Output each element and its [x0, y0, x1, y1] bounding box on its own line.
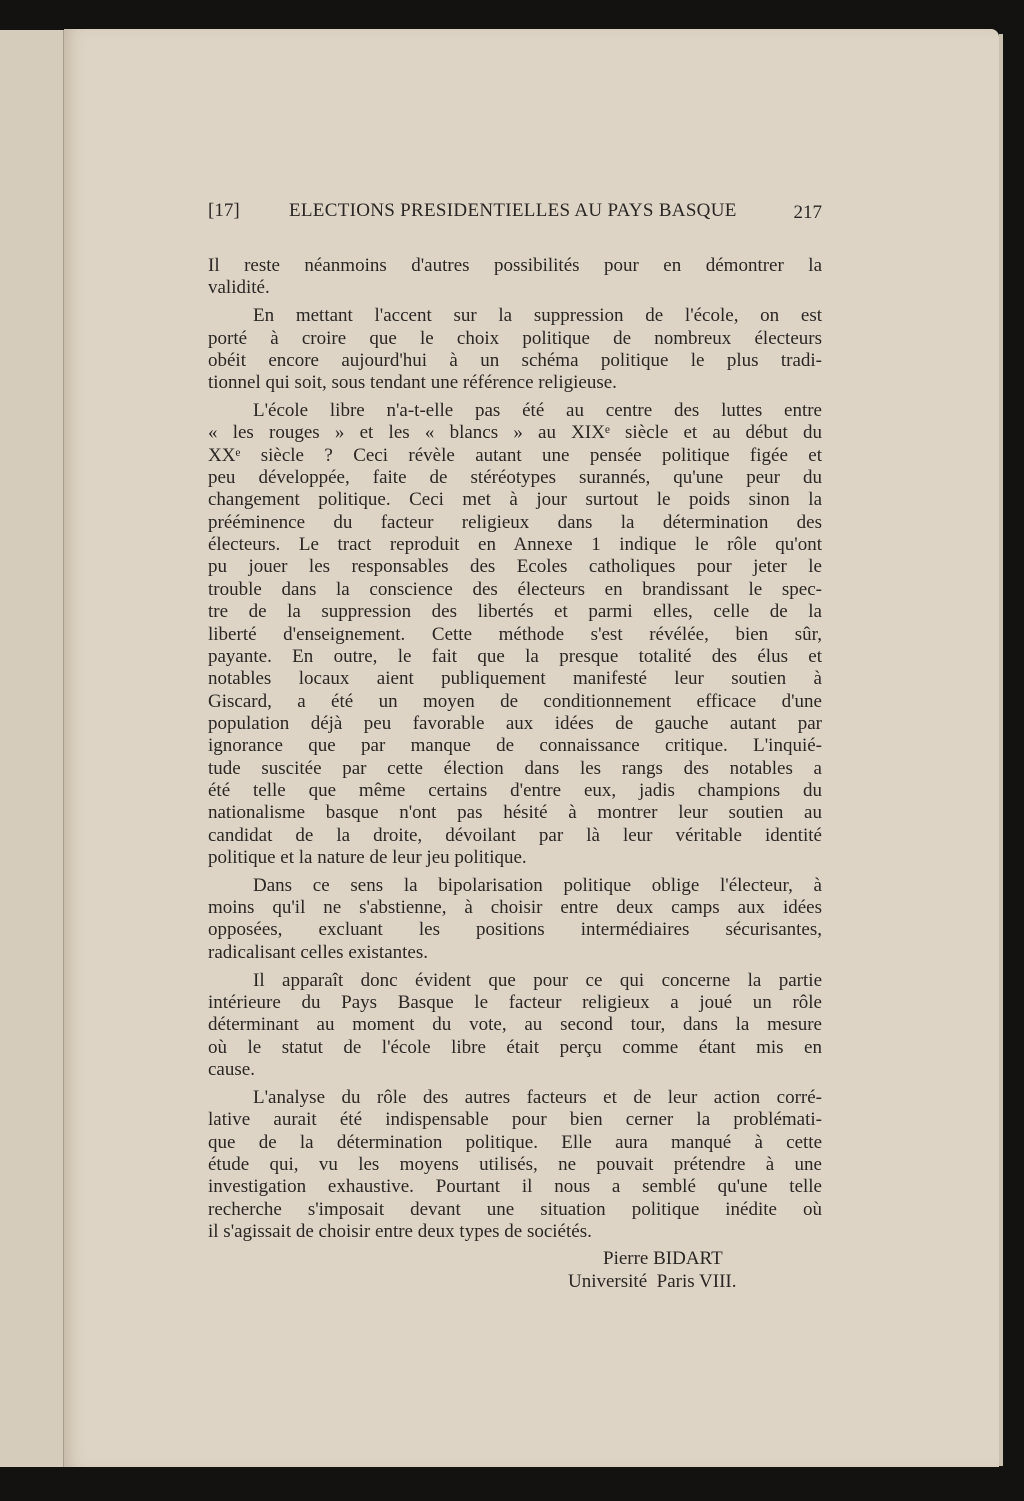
text-line: population déjà peu favorable aux idées de gauche autant par [208, 712, 822, 734]
text-line: trouble dans la conscience des électeurs en brandissant le spec- [208, 578, 822, 600]
text-line: que de la détermination politique. Elle aura manqué à cette [208, 1131, 822, 1153]
paragraph [208, 255, 822, 300]
text-line: été telle que même certains d'entre eux, jadis champions du [208, 779, 822, 801]
text-line: tre de la suppression des libertés et parmi elles, celle de la [208, 601, 822, 623]
author-name: Pierre BIDART [603, 1248, 723, 1269]
text-line: L'école libre n'a-t-elle pas été au centre des luttes entre [253, 400, 822, 422]
text-line: « les rouges » et les « blancs » au XIXᵉ siècle et au début du [208, 422, 822, 444]
section-number: [17] [208, 200, 240, 221]
text-line: tude suscitée par cette élection dans les rangs des notables a [208, 757, 822, 779]
text-line: investigation exhaustive. Pourtant il nous a semblé qu'une telle [208, 1176, 822, 1198]
text-line: lative aurait été indispensable pour bien cerner la problémati- [208, 1109, 822, 1131]
text-line: électeurs. Le tract reproduit en Annexe 1 indique le rôle qu'ont [208, 534, 822, 556]
text-line: changement politique. Ceci met à jour surtout le poids sinon la [208, 489, 822, 511]
text-line: L'analyse du rôle des autres facteurs et de leur action corré- [253, 1086, 822, 1108]
text-line: ignorance que par manque de connaissance critique. L'inquié- [208, 735, 822, 757]
text-line: politique et la nature de leur jeu politique. [208, 846, 527, 868]
text-line: recherche s'imposait devant une situation politique inédite où [208, 1198, 822, 1220]
paragraph [208, 305, 822, 394]
text-line: peu développée, faite de stéréotypes surannés, qu'une peur du [208, 467, 822, 489]
text-line: Il reste néanmoins d'autres possibilités pour en démontrer la [208, 255, 822, 276]
text-line: Giscard, a été un moyen de conditionnement efficace d'une [208, 690, 822, 712]
text-line: validité. [208, 277, 270, 299]
text-line: XXᵉ siècle ? Ceci révèle autant une pensée politique figée et [208, 444, 822, 466]
text-line: où le statut de l'école libre était perçu comme étant mis en [208, 1036, 822, 1058]
text-line: obéit encore aujourd'hui à un schéma politique le plus tradi- [208, 349, 822, 371]
text-line: tionnel qui soit, sous tendant une référence religieuse. [208, 372, 617, 394]
page-stack-edge [999, 34, 1003, 1466]
paragraph [208, 1087, 822, 1243]
text-line: opposées, excluant les positions intermédiaires sécurisantes, [208, 919, 822, 941]
text-line: il s'agissait de choisir entre deux types de sociétés. [208, 1220, 592, 1242]
text-line: nationalisme basque n'ont pas hésité à montrer leur soutien au [208, 802, 822, 824]
text-line: étude qui, vu les moyens utilisés, ne pouvait prétendre à une [208, 1153, 822, 1175]
page-number: 217 [793, 202, 822, 223]
text-line: pu jouer les responsables des Ecoles catholiques pour jeter le [208, 556, 822, 578]
body-text [208, 255, 822, 1249]
running-head [208, 200, 822, 226]
text-line: intérieure du Pays Basque le facteur religieux a joué un rôle [208, 992, 822, 1013]
facing-page-edge [0, 30, 64, 1467]
text-line: déterminant au moment du vote, au second tour, dans la mesure [208, 1014, 822, 1036]
author-affiliation: Université Paris VIII. [568, 1271, 737, 1292]
text-line: En mettant l'accent sur la suppression de l'école, on est [253, 305, 822, 327]
paragraph [208, 400, 822, 869]
paragraph [208, 970, 822, 1082]
text-line: candidat de la droite, dévoilant par là leur véritable identité [208, 824, 822, 846]
text-line: cause. [208, 1059, 255, 1081]
text-line: Il apparaît donc évident que pour ce qui concerne la partie [253, 969, 822, 991]
paragraph [208, 875, 822, 964]
text-line: Dans ce sens la bipolarisation politique oblige l'électeur, à [253, 874, 822, 896]
text-line: payante. En outre, le fait que la presque totalité des élus et [208, 645, 822, 667]
text-line: porté à croire que le choix politique de nombreux électeurs [208, 327, 822, 349]
text-line: liberté d'enseignement. Cette méthode s'est révélée, bien sûr, [208, 623, 822, 645]
text-line: moins qu'il ne s'abstienne, à choisir entre deux camps aux idées [208, 897, 822, 919]
text-line: radicalisant celles existantes. [208, 941, 428, 963]
text-line: prééminence du facteur religieux dans la détermination des [208, 511, 822, 533]
text-line: notables locaux aient publiquement manifesté leur soutien à [208, 668, 822, 690]
running-title: ELECTIONS PRESIDENTIELLES AU PAYS BASQUE [289, 200, 737, 221]
